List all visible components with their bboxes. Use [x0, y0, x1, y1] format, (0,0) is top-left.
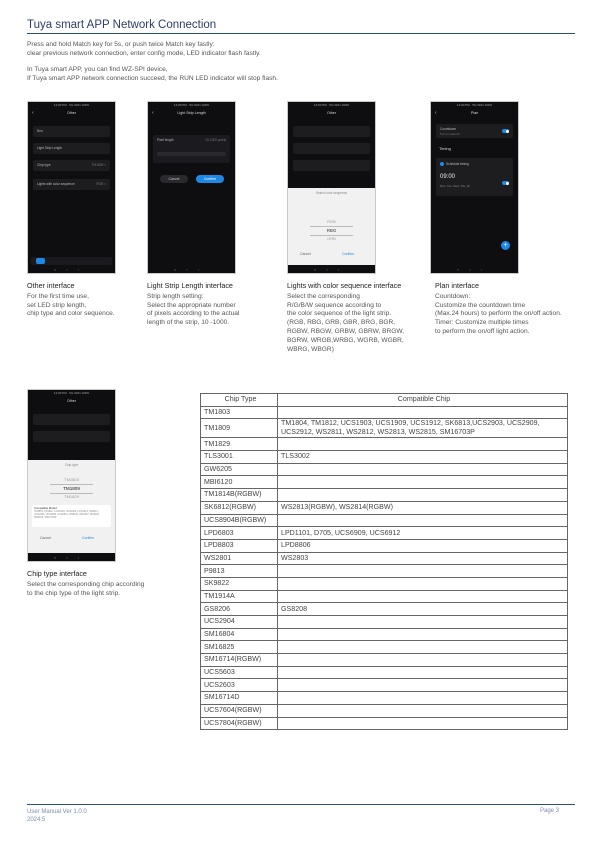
cell-compatible-chip: TLS3002 [278, 451, 568, 464]
row-nvo[interactable] [33, 126, 110, 137]
table-row [201, 654, 568, 667]
cell-chip-type: UCS7804(RGBW) [201, 717, 278, 730]
caption-color-sequence [287, 282, 429, 354]
caption-line: Timer: Customize multiple times [435, 319, 529, 327]
sequence-sheet [288, 188, 375, 265]
caption-line: BGRW, WRGB,WRBG, WGRB, WGBR, [287, 336, 404, 344]
nav-selected-tab[interactable] [36, 258, 45, 264]
caption-line: length of the strip, 10 -1000. [147, 319, 230, 327]
table-row [201, 704, 568, 717]
cell-compatible-chip: WS2803 [278, 552, 568, 565]
cell-compatible-chip [278, 704, 568, 717]
status-bar: 12:00 PM · 5G·WiFi·100% [456, 103, 493, 107]
cell-chip-type: TM1914A [201, 590, 278, 603]
footer-left [27, 808, 87, 824]
cell-chip-type: WS2801 [201, 552, 278, 565]
table-row [201, 679, 568, 692]
cell-compatible-chip [278, 717, 568, 730]
table-row [201, 463, 568, 476]
cell-compatible-chip [278, 628, 568, 641]
picker-option[interactable]: TM1803 [64, 477, 79, 482]
screen-title: Other [67, 111, 76, 115]
phone-chip-type-interface [27, 389, 116, 562]
compatible-model-box [32, 505, 111, 527]
confirm-button[interactable]: Confirm [82, 536, 95, 540]
caption-line: Select the corresponding chip according [27, 580, 145, 588]
cell-compatible-chip [278, 641, 568, 654]
row-value: RGB > [96, 182, 106, 186]
add-icon[interactable]: + [501, 241, 510, 250]
caption-line: For the first time use, [27, 292, 89, 300]
cell-chip-type: UCS8904B(RGBW) [201, 514, 278, 527]
table-row [201, 666, 568, 679]
picker-option[interactable]: RGB [327, 219, 336, 224]
cell-chip-type: SM16804 [201, 628, 278, 641]
table-row [201, 577, 568, 590]
cell-compatible-chip: WS2813(RGBW), WS2814(RGBW) [278, 501, 568, 514]
table-row [201, 616, 568, 629]
sheet-title: Select color sequence [315, 191, 348, 195]
row-chip-type[interactable] [33, 160, 110, 171]
cell-chip-type: UCS2603 [201, 679, 278, 692]
cell-compatible-chip [278, 692, 568, 705]
cell-compatible-chip [278, 406, 568, 419]
intro-line: In Tuya smart APP, you can find WZ-SPI device, [27, 66, 168, 74]
caption-line: Strip length setting: [147, 292, 204, 300]
manual-version: User Manual Ver 1.0.0 [27, 809, 87, 815]
table-row [201, 527, 568, 540]
table-row [201, 590, 568, 603]
caption-other [27, 282, 142, 319]
cell-chip-type: TM1809 [201, 419, 278, 438]
cell-chip-type: SM16825 [201, 641, 278, 654]
cell-chip-type: UCS5603 [201, 666, 278, 679]
cell-compatible-chip [278, 514, 568, 527]
table-row [201, 717, 568, 730]
length-panel [153, 135, 230, 163]
schedule-toggle[interactable] [502, 181, 509, 185]
phone-other-interface [27, 101, 116, 274]
table-row [201, 552, 568, 565]
cell-compatible-chip [278, 463, 568, 476]
caption-line: (RGB, RBG, GRB, GBR, BRG, BGR, [287, 319, 396, 327]
table-row [201, 565, 568, 578]
status-bar: 12:00 PM · 5G·WiFi·100% [313, 103, 350, 107]
cell-compatible-chip [278, 438, 568, 451]
clock-icon [440, 162, 444, 166]
back-icon[interactable]: ‹ [435, 110, 437, 116]
table-row [201, 476, 568, 489]
cell-chip-type: SM16714(RGBW) [201, 654, 278, 667]
cell-chip-type: SK6812(RGBW) [201, 501, 278, 514]
cell-chip-type: SM16714D [201, 692, 278, 705]
intro-line: Press and hold Match key for 5s, or push twice Match key fastly: [27, 41, 215, 48]
cell-compatible-chip [278, 577, 568, 590]
row-label: Chip type [37, 163, 51, 167]
cell-compatible-chip [278, 565, 568, 578]
system-nav-bar: ≡○‹ [173, 268, 210, 272]
caption-heading: Other interface [27, 281, 75, 290]
cell-compatible-chip [278, 489, 568, 502]
cell-chip-type: TM1803 [201, 406, 278, 419]
cell-chip-type: TLS3001 [201, 451, 278, 464]
back-icon[interactable]: ‹ [152, 110, 154, 116]
table-row [201, 628, 568, 641]
cell-compatible-chip [278, 616, 568, 629]
cell-chip-type: GW6205 [201, 463, 278, 476]
sheet-title: Chip type [64, 463, 79, 467]
row-dim [33, 431, 110, 442]
caption-line: WBRG, WBGR) [287, 345, 334, 353]
row-value: TM1809 > [91, 163, 106, 167]
caption-heading: Chip type interface [27, 569, 87, 578]
row-dim [33, 414, 110, 425]
screen-title: Light Strip Length [177, 111, 206, 115]
screen-title: Other [67, 399, 76, 403]
row-dim [293, 126, 370, 137]
row-label: Lights with color sequence [37, 182, 75, 186]
caption-line: of pixels according to the actual [147, 310, 240, 318]
caption-line: (Max.24 hours) to perform the on/off action. [435, 310, 562, 318]
table-row [201, 514, 568, 527]
table-row [201, 603, 568, 616]
caption-line: the color sequence of the light strip. [287, 310, 392, 318]
phone-plan-interface [430, 101, 519, 274]
cell-compatible-chip [278, 666, 568, 679]
footer-divider [27, 804, 575, 805]
back-icon[interactable]: ‹ [32, 110, 34, 116]
system-nav-bar: ≡○‹ [53, 268, 90, 272]
status-bar: 12:00 PM · 5G·WiFi·100% [173, 103, 210, 107]
row-dim [293, 160, 370, 171]
table-row [201, 692, 568, 705]
table-row [201, 419, 568, 438]
system-nav-bar: ≡○‹ [456, 268, 493, 272]
caption-line: to perform the on/off light action. [435, 327, 530, 335]
caption-line: Countdown: [435, 292, 471, 300]
cell-compatible-chip [278, 654, 568, 667]
compatible-title: Compatible Model: [34, 506, 58, 510]
countdown-sub: Turn on after 0h [440, 132, 460, 136]
table-row [201, 501, 568, 514]
chip-sheet [28, 460, 115, 553]
picker-selected-option[interactable]: RBG [310, 226, 353, 236]
title-divider [27, 33, 575, 34]
manual-date: 2024.5 [27, 817, 46, 823]
cell-compatible-chip: GS8208 [278, 603, 568, 616]
cancel-button[interactable]: Cancel [300, 252, 311, 256]
cell-chip-type: TM1814B(RGBW) [201, 489, 278, 502]
screen-title: Other [327, 111, 336, 115]
cell-compatible-chip [278, 476, 568, 489]
countdown-row[interactable] [436, 124, 513, 138]
schedule-days: Mon, Tue, Wed, Thu, Fri [440, 184, 471, 188]
chip-compatibility-table [200, 393, 568, 730]
table-header-row [201, 394, 568, 407]
caption-line: RGBW, RBGW, GRBW, GBRW, BRGW, [287, 327, 405, 335]
cell-chip-type: LPD8803 [201, 539, 278, 552]
system-nav-bar: ≡○‹ [53, 556, 90, 560]
countdown-toggle[interactable] [502, 129, 509, 133]
screen-title: Plan [470, 111, 479, 115]
caption-line: to the chip type of the light strip. [27, 589, 121, 597]
table-row [201, 489, 568, 502]
cancel-button[interactable]: Cancel [160, 175, 188, 183]
caption-strip-length [147, 282, 282, 328]
phone-strip-length-interface [147, 101, 236, 274]
caption-line: Select the corresponding [287, 292, 360, 300]
cell-compatible-chip [278, 679, 568, 692]
compatible-text: TM1804, TM1812, UCS1903, UCS1909, UCS1912, SK6813, UCS2903, UCS2909, UCS2912, WS2811, WS2812, WS2813, WS2815, SM16703P [34, 510, 100, 519]
cell-chip-type: UCS7604(RGBW) [201, 704, 278, 717]
status-bar: 12:00 PM · 5G·WiFi·100% [53, 103, 90, 107]
cell-compatible-chip: LPD1101, D705, UCS6909, UCS6912 [278, 527, 568, 540]
caption-line: set LED strip length, [27, 301, 87, 309]
cell-chip-type: SK9822 [201, 577, 278, 590]
countdown-label: Countdown [440, 127, 457, 131]
caption-line: R/G/B/W sequence according to [287, 301, 382, 309]
row-strip-length[interactable] [33, 143, 110, 154]
header-compatible-chip: Compatible Chip [278, 394, 568, 407]
page-title: Tuya smart APP Network Connection [27, 19, 217, 31]
picker-option[interactable]: TM1829 [64, 494, 79, 499]
cell-chip-type: LPD6803 [201, 527, 278, 540]
cancel-button[interactable]: Cancel [40, 536, 51, 540]
caption-chip-type [27, 570, 192, 598]
table-row [201, 438, 568, 451]
timing-heading: Timing [439, 146, 451, 151]
header-chip-type: Chip Type [201, 394, 278, 407]
cell-compatible-chip: TM1804, TM1812, UCS1903, UCS1909, UCS1912, SK6813,UCS2903, UCS2909, UCS2912, WS2811, WS2812, WS2813, WS2815, SM16703P [278, 419, 568, 438]
length-label: Pixel length [157, 138, 174, 142]
schedule-time: 09:00 [440, 174, 456, 180]
caption-line: Select the appropriate number [147, 301, 236, 309]
system-nav-bar: ≡○‹ [313, 268, 350, 272]
cell-compatible-chip [278, 590, 568, 603]
confirm-button[interactable]: Confirm [342, 252, 355, 256]
bottom-nav [31, 257, 112, 265]
row-color-sequence[interactable] [33, 179, 110, 190]
table-row [201, 539, 568, 552]
picker-option[interactable]: GRB [327, 236, 336, 241]
intro-text [27, 41, 587, 83]
caption-heading: Plan interface [435, 281, 479, 290]
table-row [201, 641, 568, 654]
row-label: Light Strip Length [37, 146, 62, 150]
cell-chip-type: P9813 [201, 565, 278, 578]
row-label: Nvo [37, 129, 43, 133]
cell-chip-type: GS8206 [201, 603, 278, 616]
length-value: 10-1000 pixels [205, 138, 226, 142]
cell-chip-type: MBI6120 [201, 476, 278, 489]
caption-plan [435, 282, 595, 337]
schedule-card[interactable] [436, 158, 513, 196]
cell-chip-type: TM1829 [201, 438, 278, 451]
caption-line: Customize the countdown time [435, 301, 526, 309]
caption-heading: Lights with color sequence interface [287, 281, 402, 290]
page-number: Page 3 [540, 808, 560, 814]
caption-heading: Light Strip Length interface [147, 281, 233, 290]
intro-line: If Tuya smart APP network connection succeed, the RUN LED indicator will stop flash. [27, 74, 278, 82]
cell-chip-type: UCS2904 [201, 616, 278, 629]
table-row [201, 406, 568, 419]
row-dim [293, 143, 370, 154]
intro-line: clear previous network connection, enter config mode, LED indicator flash fastly. [27, 49, 261, 57]
picker-selected-option[interactable]: TM1809 [50, 484, 93, 494]
caption-line: chip type and color sequence. [27, 310, 115, 318]
table-row [201, 451, 568, 464]
schedule-label: Schedule timing [446, 162, 469, 166]
length-keypad[interactable] [157, 152, 226, 156]
phone-color-sequence-interface [287, 101, 376, 274]
status-bar: 12:00 PM · 5G·WiFi·100% [53, 391, 90, 395]
cell-compatible-chip: LPD8806 [278, 539, 568, 552]
confirm-button[interactable]: Confirm [196, 175, 224, 183]
